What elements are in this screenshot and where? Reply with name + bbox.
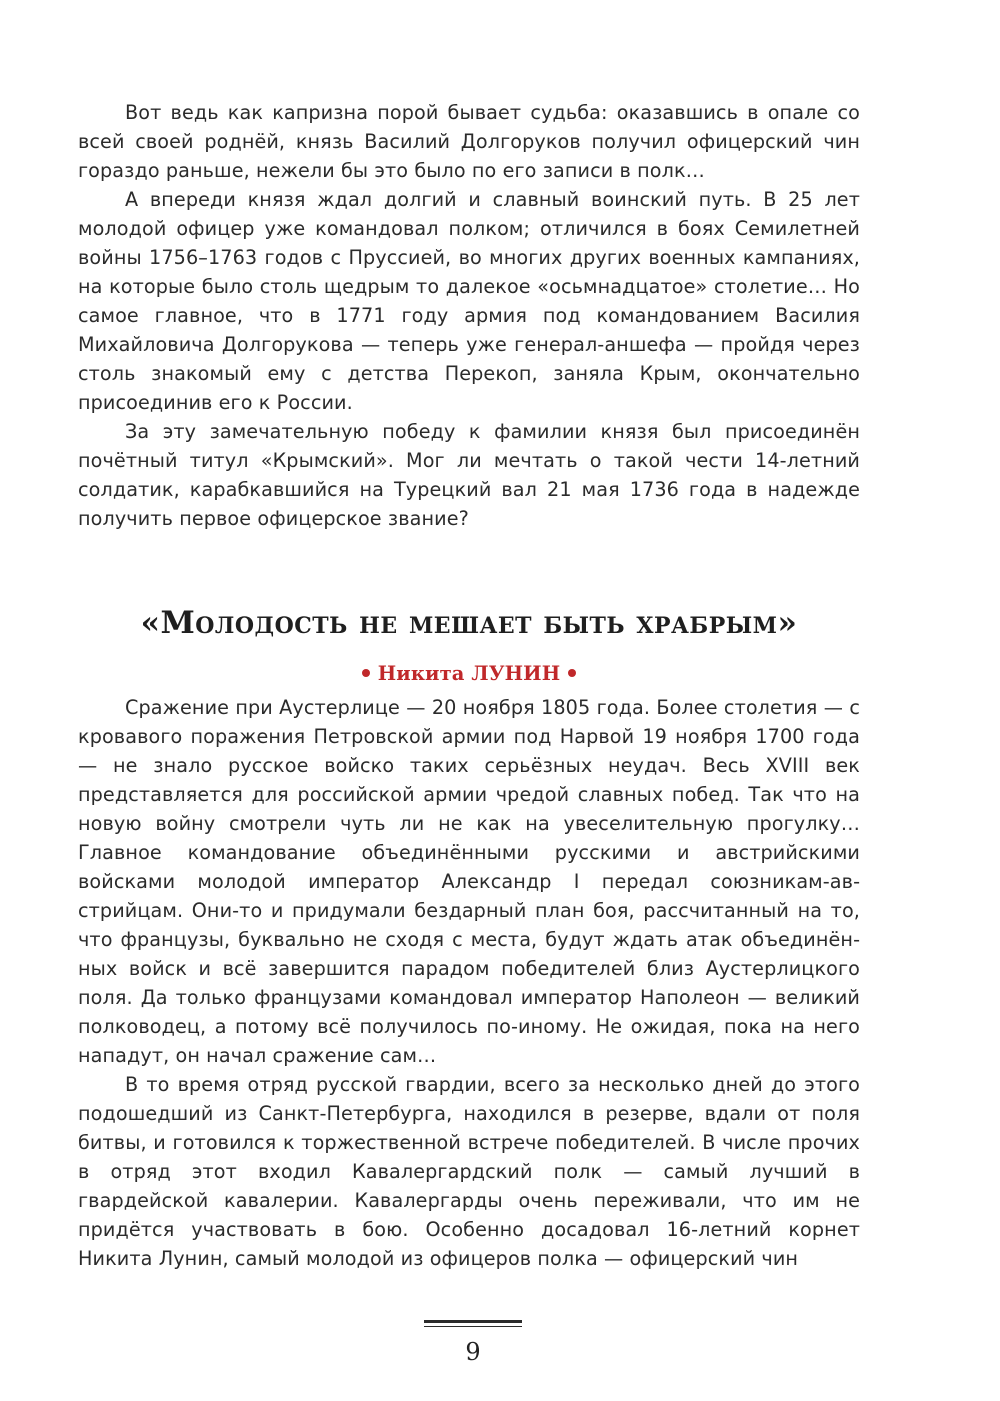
chapter-person bbox=[78, 659, 860, 689]
intro-paragraph-1: Вот ведь как капризна порой бывает судьба: оказавшись в опале со всей своей роднёй, князь Василий Долгоруков получил офицерский чин гораздо раньше, нежели бы это было по его записи в полк… bbox=[78, 101, 860, 182]
bullet-right-icon bbox=[568, 669, 576, 677]
intro-paragraph-3: За эту замечательную победу к фамилии князя был присоединён почётный титул «Крымский». Мог ли мечтать о такой чести 14-летний солдатик, карабкавшийся на Турецкий вал 21 мая 1736 года в надежде получить первое офицерское звание? bbox=[78, 420, 860, 530]
page-footer bbox=[424, 1320, 522, 1367]
footer-rule-thick bbox=[424, 1320, 522, 1323]
footer-rule-thin bbox=[424, 1326, 522, 1327]
page-number: 9 bbox=[465, 1338, 481, 1366]
bullet-left-icon bbox=[362, 669, 370, 677]
page-body bbox=[78, 98, 860, 1273]
chapter-paragraph-2: В то время отряд русской гвардии, всего за несколько дней до этого подошедший из Санкт-Петербурга, находился в резерве, вдали от поля битвы, и готовился к торжественной встрече победителей. В числе прочих в отряд этот входил Кавалергардский полк — самый лучший в гвардейской кавалерии. Кавалергарды очень переживали, что им не придётся участвовать в бою. Особенно досадовал 16-летний корнет Никита Лунин, самый молодой из офицеров полка — офицерский чин bbox=[78, 1073, 860, 1270]
chapter-title: «Молодость не мешает быть храбрым» bbox=[140, 605, 798, 641]
chapter-paragraph-1: Сражение при Аустерлице — 20 ноября 1805 года. Более столетия — с кровавого поражения Петровской армии под Нарвой 19 ноября 1700 года — не знало русское войско таких серьёзных неудач. Весь XVIII век представляется для российской армии чредой славных побед. Так что на новую войну смотрели чуть ли не как на увеселительную прогулку… Главное командование объединёнными русскими и австрийскими войсками молодой император Александр I передал союзникам-австрийцам. Они-то и придумали бездарный план боя, рассчитанный на то, что французы, буквально не сходя с места, будут ждать атак объединённых войск и всё завершится парадом победителей близ Аустерлицкого поля. Да только французами командовал император Наполеон — великий полководец, а потому всё получилось по-иному. Не ожидая, пока на него нападут, он начал сражение сам… bbox=[78, 696, 860, 1067]
chapter-person-name: Никита ЛУНИН bbox=[377, 662, 561, 685]
intro-paragraph-2: А впереди князя ждал долгий и славный воинский путь. В 25 лет молодой офицер уже командовал полком; отличился в боях Семилетней войны 1756–1763 годов с Пруссией, во многих других военных кампаниях, на которые было столь щедрым то далекое «осьмнадцатое» столетие… Но самое главное, что в 1771 году армия под командованием Василия Михайловича Долгорукова — теперь уже генерал-аншефа — пройдя через столь знакомый ему с детства Перекоп, заняла Крым, окончательно присоединив его к России. bbox=[78, 188, 860, 414]
